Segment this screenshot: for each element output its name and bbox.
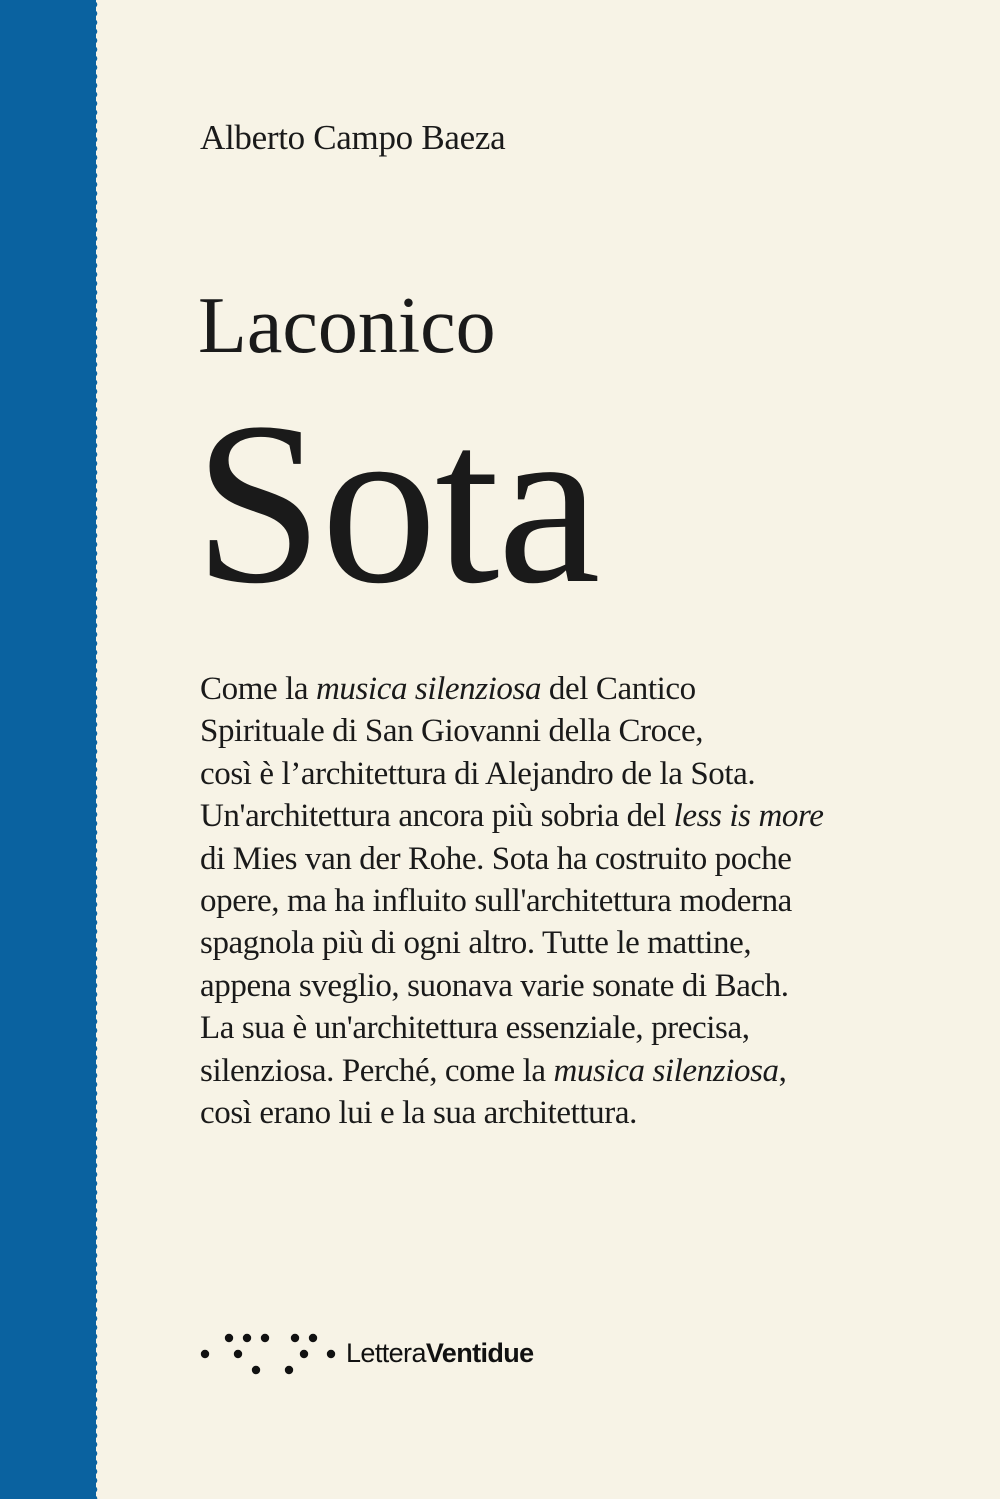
author-name: Alberto Campo Baeza <box>200 118 506 157</box>
blurb-text: del Cantico <box>541 671 696 707</box>
blurb-text: di Mies van der Rohe. Sota ha costruito poche <box>200 840 792 877</box>
title-line-1: Laconico <box>198 282 496 370</box>
dot-pattern-icon <box>198 1328 336 1378</box>
title-line-2: Sota <box>194 375 599 632</box>
blurb-italic-phrase: musica silenziosa <box>315 671 542 707</box>
blurb-text: spagnola più di ogni altro. Tutte le mattine, <box>200 925 752 962</box>
blurb-text: Come la <box>200 671 316 707</box>
blurb-text: opere, ma ha influito sull'architettura moderna <box>200 883 792 920</box>
blurb-line <box>200 1050 960 1092</box>
blurb-text: , <box>778 1052 787 1089</box>
blurb-line <box>200 753 960 795</box>
blurb-line <box>200 1007 960 1049</box>
publisher-name <box>346 1338 534 1369</box>
blurb-text: La sua è un'architettura essenziale, precisa, <box>200 1010 750 1047</box>
blurb-text: così è l’architettura di Alejandro de la Sota. <box>200 755 756 792</box>
blurb-text: silenziosa. Perché, come la <box>200 1052 554 1089</box>
publisher-logo <box>198 1328 534 1378</box>
back-blurb-text <box>200 668 960 1134</box>
blurb-line <box>200 710 960 752</box>
blurb-line <box>200 795 960 837</box>
blurb-line <box>200 1092 960 1134</box>
blurb-text: Un'architettura ancora più sobria del <box>200 798 674 835</box>
publisher-name-bold: Ventidue <box>425 1337 534 1368</box>
blurb-text: Spirituale di San Giovanni della Croce, <box>200 713 704 750</box>
cover-spine-perforated-edge <box>94 0 102 1499</box>
cover-spine-band <box>0 0 96 1499</box>
blurb-line <box>200 838 960 880</box>
blurb-text: così erano lui e la sua architettura. <box>200 1095 637 1132</box>
blurb-line <box>200 880 960 922</box>
blurb-text: appena sveglio, suonava varie sonate di Bach. <box>200 967 789 1004</box>
publisher-name-regular: Lettera <box>346 1337 426 1368</box>
blurb-italic-phrase: less is more <box>673 798 824 835</box>
blurb-line <box>200 965 960 1007</box>
blurb-italic-phrase: musica silenziosa <box>553 1052 779 1089</box>
blurb-line <box>200 668 960 710</box>
blurb-line <box>200 922 960 964</box>
